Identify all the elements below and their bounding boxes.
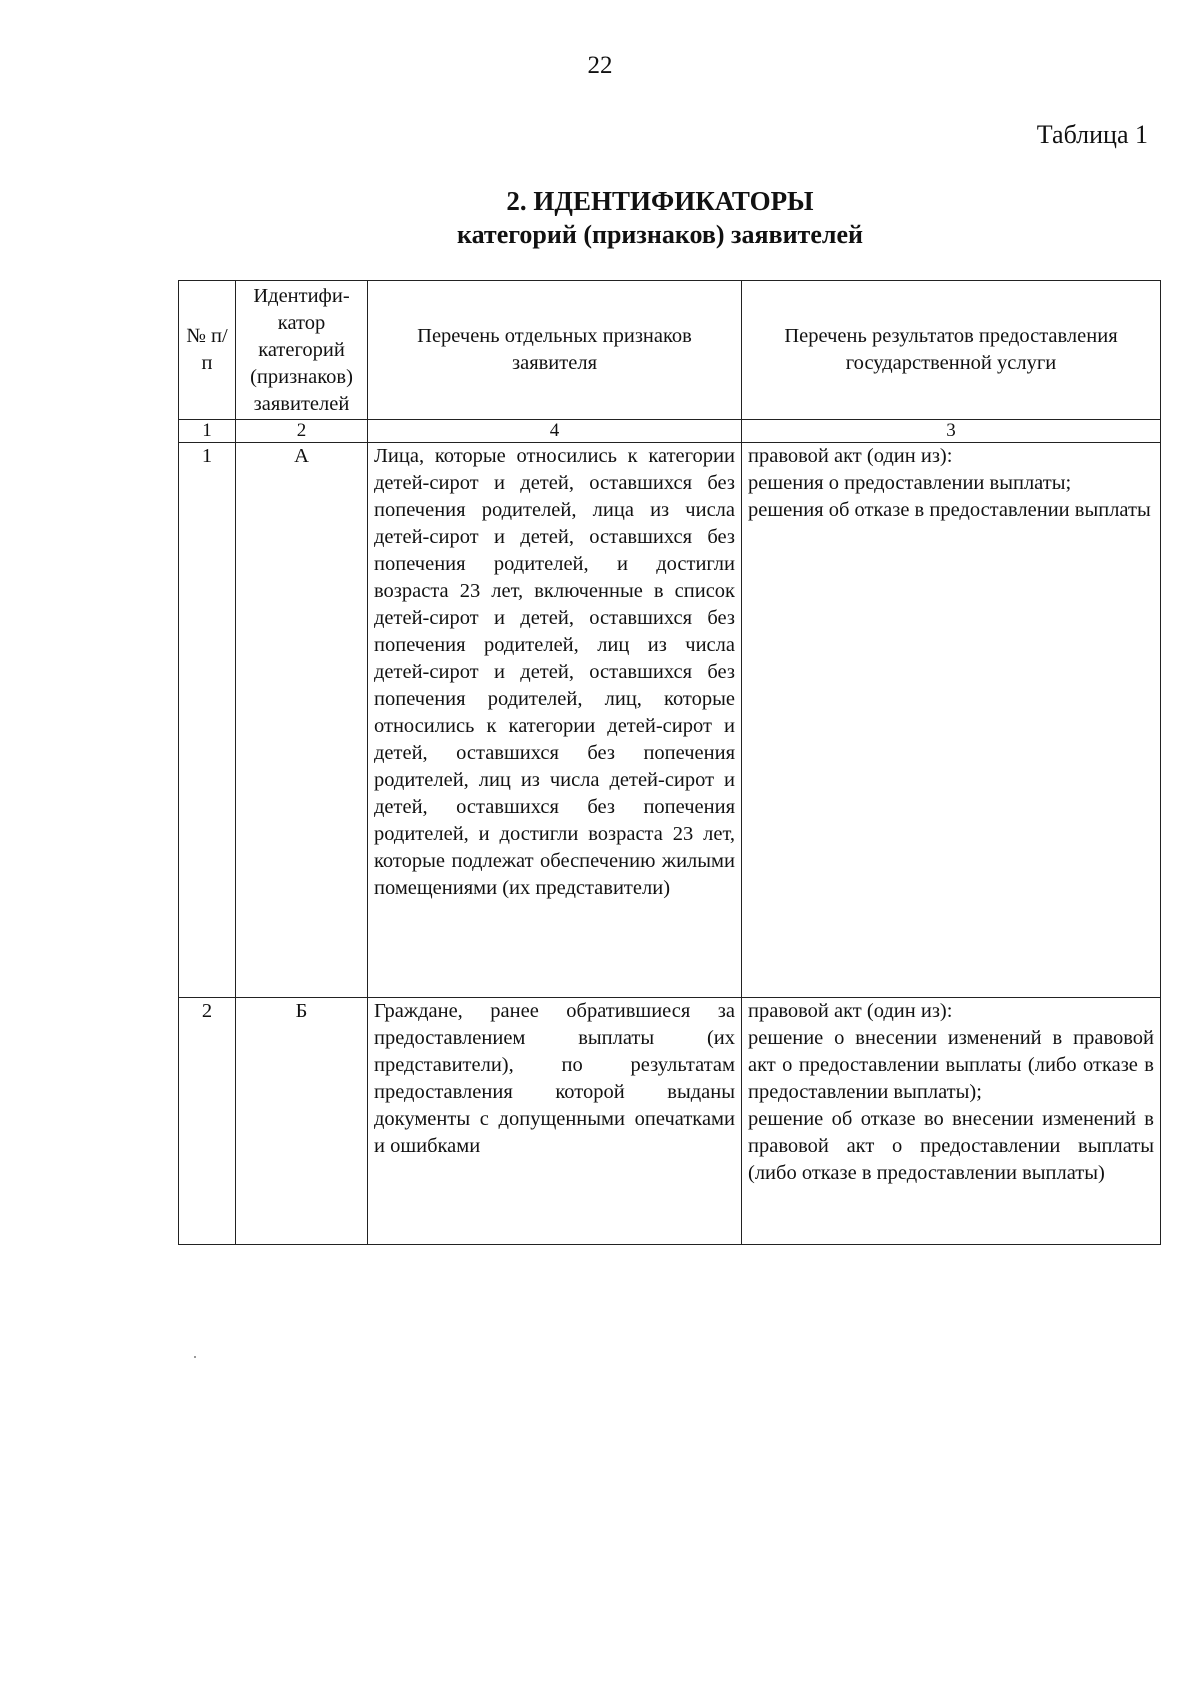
row-criteria: Лица, которые относились к категории детей-сирот и детей, оставшихся без попечения родителей, лица из числа детей-сирот и детей, оставшихся без попечения родителей, и достигли возраста 23 лет, включенные в список детей-сирот и детей, оставшихся без попечения родителей, лиц из числа детей-сирот и детей, оставшихся без попечения родителей, лиц, которые относились к категории детей-сирот и детей, оставшихся без попечения родителей, лиц из числа детей-сирот и детей, оставшихся без попечения родителей, и достигли возраста 23 лет, которые подлежат обеспечению жилыми помещениями (их представители) bbox=[368, 443, 742, 998]
page-number: 22 bbox=[587, 52, 613, 79]
result-item: правовой акт (один из): bbox=[748, 1000, 953, 1022]
result-item: решения о предоставлении выплаты; bbox=[748, 472, 1072, 494]
row-identifier: А bbox=[236, 443, 368, 998]
scan-speck bbox=[194, 1356, 196, 1358]
heading-title: 2. ИДЕНТИФИКАТОРЫ bbox=[506, 186, 814, 216]
row-num: 2 bbox=[179, 998, 236, 1245]
header-criteria: Перечень отдельных признаков заявителя bbox=[368, 281, 742, 420]
column-index: 1 bbox=[179, 420, 236, 443]
header-results: Перечень результатов предоставления государственной услуги bbox=[742, 281, 1161, 420]
row-results bbox=[742, 443, 1161, 998]
row-criteria: Граждане, ранее обратившиеся за предоставлением выплаты (их представители), по результатам предоставления которой выданы документы с допущенными опечатками и ошибками bbox=[368, 998, 742, 1245]
header-identifier: Идентифи-катор категорий (признаков) заявителей bbox=[236, 281, 368, 420]
row-identifier: Б bbox=[236, 998, 368, 1245]
column-index-row bbox=[179, 420, 1161, 443]
table-row bbox=[179, 998, 1161, 1245]
result-item: правовой акт (один из): bbox=[748, 445, 953, 467]
table-row bbox=[179, 443, 1161, 998]
document-heading bbox=[0, 184, 1200, 252]
result-item: решение об отказе во внесении изменений в правовой акт о предоставлении выплаты (либо отказе в предоставлении выплаты) bbox=[748, 1108, 1154, 1184]
row-results bbox=[742, 998, 1161, 1245]
table-header-row bbox=[179, 281, 1161, 420]
result-item: решение о внесении изменений в правовой акт о предоставлении выплаты (либо отказе в предоставлении выплаты); bbox=[748, 1027, 1154, 1103]
result-item: решения об отказе в предоставлении выплаты bbox=[748, 499, 1151, 521]
column-index: 2 bbox=[236, 420, 368, 443]
column-index: 3 bbox=[742, 420, 1161, 443]
table-label: Таблица 1 bbox=[1036, 120, 1148, 149]
column-index: 4 bbox=[368, 420, 742, 443]
heading-subtitle: категорий (признаков) заявителей bbox=[457, 220, 863, 249]
row-num: 1 bbox=[179, 443, 236, 998]
header-num: № п/п bbox=[179, 281, 236, 420]
identifiers-table bbox=[178, 280, 1161, 1245]
